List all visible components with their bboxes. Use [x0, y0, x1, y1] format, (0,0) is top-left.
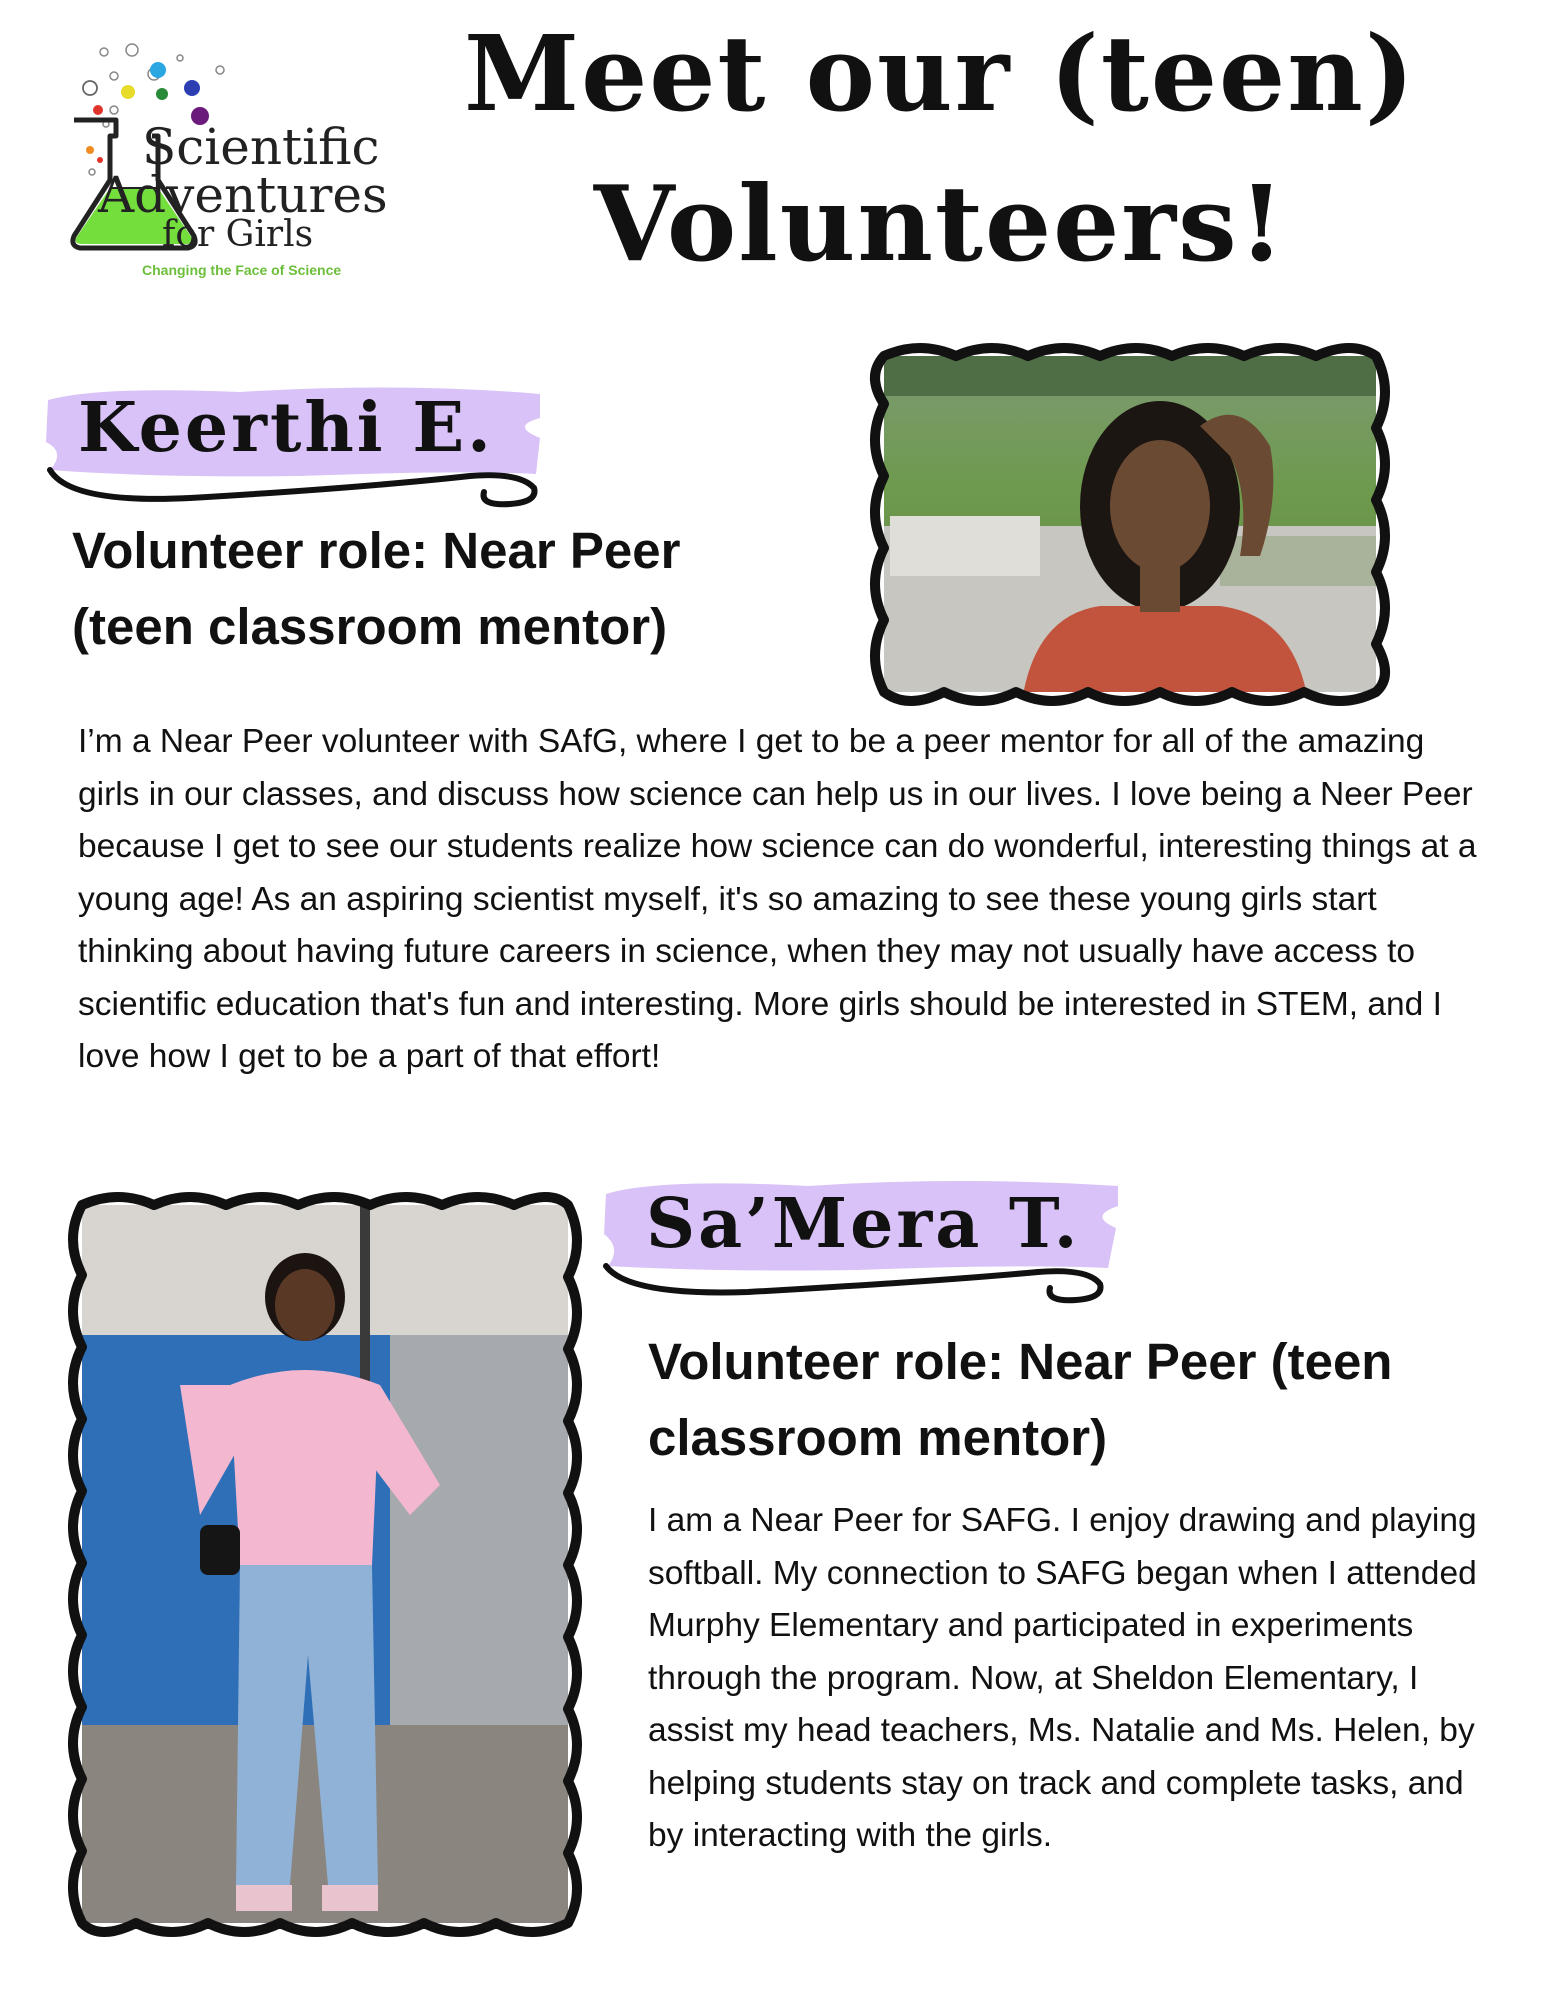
- logo-tagline: Changing the Face of Science: [142, 262, 342, 278]
- name-banner: [598, 1172, 1128, 1312]
- logo-text-for-girls: for Girls: [162, 214, 314, 255]
- organization-logo: [70, 40, 410, 290]
- volunteer-bio: I’m a Near Peer volunteer with SAfG, where I get to be a peer mentor for all of the amazing girls in our classes, and discuss how science can help us in our lives. I love being a Neer Peer because I get to see our students realize how science can do wonderful, interesting things at a young age! As an aspiring scientist myself, it's so amazing to see these young girls start thinking about having future careers in science, when they may not usually have access to scientific education that's fun and interesting. More girls should be interested in STEM, and I love how I get to be a part of that effort!: [78, 723, 1477, 1075]
- page-title-line-2: Volunteers!: [593, 162, 1287, 285]
- photo-keerthi: [860, 336, 1400, 716]
- volunteer-bio: I am a Near Peer for SAFG. I enjoy drawing and playing softball. My connection to SAFG began when I attended Murphy Elementary and participated in experiments through the program. Now, at Sheldon Elementary, I assist my head teachers, Ms. Natalie and Ms. Helen, by helping students stay on track and complete tasks, and by interacting with the girls.: [648, 1502, 1477, 1854]
- volunteer-role: Volunteer role: Near Peer (teen classroom mentor): [648, 1333, 1393, 1466]
- page-title-line-1: Meet our (teen): [463, 12, 1417, 135]
- photo-samera: [60, 1185, 590, 1945]
- logo-text-adventures: Adventures: [98, 166, 388, 224]
- volunteer-name: Keerthi E.: [78, 388, 494, 468]
- volunteer-name: Sa’Mera T.: [646, 1184, 1081, 1264]
- logo-text-scientific: Scientific: [142, 118, 380, 176]
- name-banner: [40, 378, 560, 518]
- volunteer-photo: [60, 1185, 590, 1945]
- volunteer-photo: [860, 336, 1400, 716]
- volunteer-role: Volunteer role: Near Peer (teen classroom mentor): [72, 522, 681, 655]
